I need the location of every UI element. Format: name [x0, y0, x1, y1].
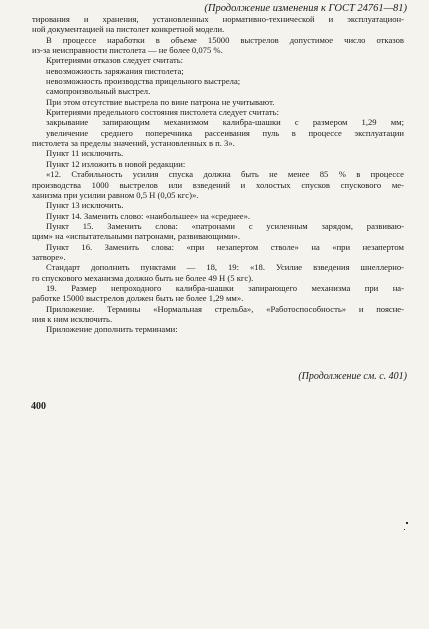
text-line-26: го спускового механизма должно быть не более 49 Н (5 кгс).: [32, 272, 254, 283]
text-line-25: Стандарт дополнить пунктами — 18, 19: «18. Усилие взведения шнеллерно-: [46, 262, 404, 273]
text-line-3: В процессе наработки в объеме 15000 выстрелов допустимое число отказов: [46, 34, 404, 45]
page-number: 400: [31, 401, 46, 412]
text-line-29: Приложение. Термины «Нормальная стрельба», «Работоспособность» и поясне-: [46, 303, 404, 314]
text-line-22: щим» на «испытательными патронами, развивающими».: [32, 231, 240, 242]
text-line-19: Пункт 13 исключить.: [46, 200, 124, 211]
text-line-24: затворе».: [32, 251, 66, 262]
text-line-16: «12. Стабильность усилия спуска должна быть не менее 85 % в процессе: [46, 169, 404, 180]
text-line-9: При этом отсутствие выстрела по вине патрона не учитывают.: [46, 96, 275, 107]
scan-speck: [404, 529, 405, 530]
text-line-15: Пункт 12 изложить в новой редакции:: [46, 158, 186, 169]
text-line-1: тирования и хранения, установленных нормативно-технической и эксплуатацион-: [32, 14, 404, 24]
text-line-23: Пункт 16. Заменить слова: «при незапертом стволе» на «при незапертом: [46, 241, 404, 252]
body-text: [32, 14, 404, 335]
text-line-4: из-за неисправности пистолета — не более 0,075 %.: [32, 45, 223, 56]
continuation-note: (Продолжение см. с. 401): [298, 371, 407, 382]
text-line-28: работке 15000 выстрелов должен быть не более 1,29 мм».: [32, 293, 244, 304]
text-line-20: Пункт 14. Заменить слово: «наибольшее» на «среднее».: [46, 210, 251, 221]
text-line-18: ханизма при усилии равном 0,5 Н (0,05 кгс)».: [32, 189, 199, 200]
text-line-13: пистолета за пределы значений, установленных в п. 3».: [32, 138, 235, 149]
text-line-27: 19. Размер непроходного калибра-шашки запирающего механизма при на-: [46, 282, 404, 293]
text-line-17: производства 1000 выстрелов или взведений и холостых спусков спускового ме-: [32, 179, 404, 190]
running-header: (Продолжение изменения к ГОСТ 24761—81): [204, 3, 407, 14]
text-line-7: невозможность производства прицельного выстрела;: [46, 76, 241, 87]
text-line-14: Пункт 11 исключить.: [46, 148, 124, 159]
text-line-10: Критериями предельного состояния пистолета следует считать:: [46, 107, 279, 118]
text-line-31: Приложение дополнить терминами:: [46, 324, 178, 335]
text-line-30: ния к ним исключить.: [32, 313, 113, 324]
text-line-21: Пункт 15. Заменить слова: «патронами с усиленным зарядом, развиваю-: [46, 220, 404, 231]
text-line-8: самопроизвольный выстрел.: [46, 86, 151, 97]
text-line-2: ной документацией на пистолет конкретной модели.: [32, 24, 225, 35]
text-line-5: Критериями отказов следует считать:: [46, 55, 184, 66]
text-line-6: невозможность заряжания пистолета;: [46, 65, 184, 76]
text-line-12: увеличение среднего поперечника рассеивания пуль в процессе эксплуатации: [46, 127, 404, 138]
scan-speck: [406, 522, 408, 524]
text-line-11: закрывание запирающим механизмом калибра-шашки с размером 1,29 мм;: [46, 117, 404, 128]
